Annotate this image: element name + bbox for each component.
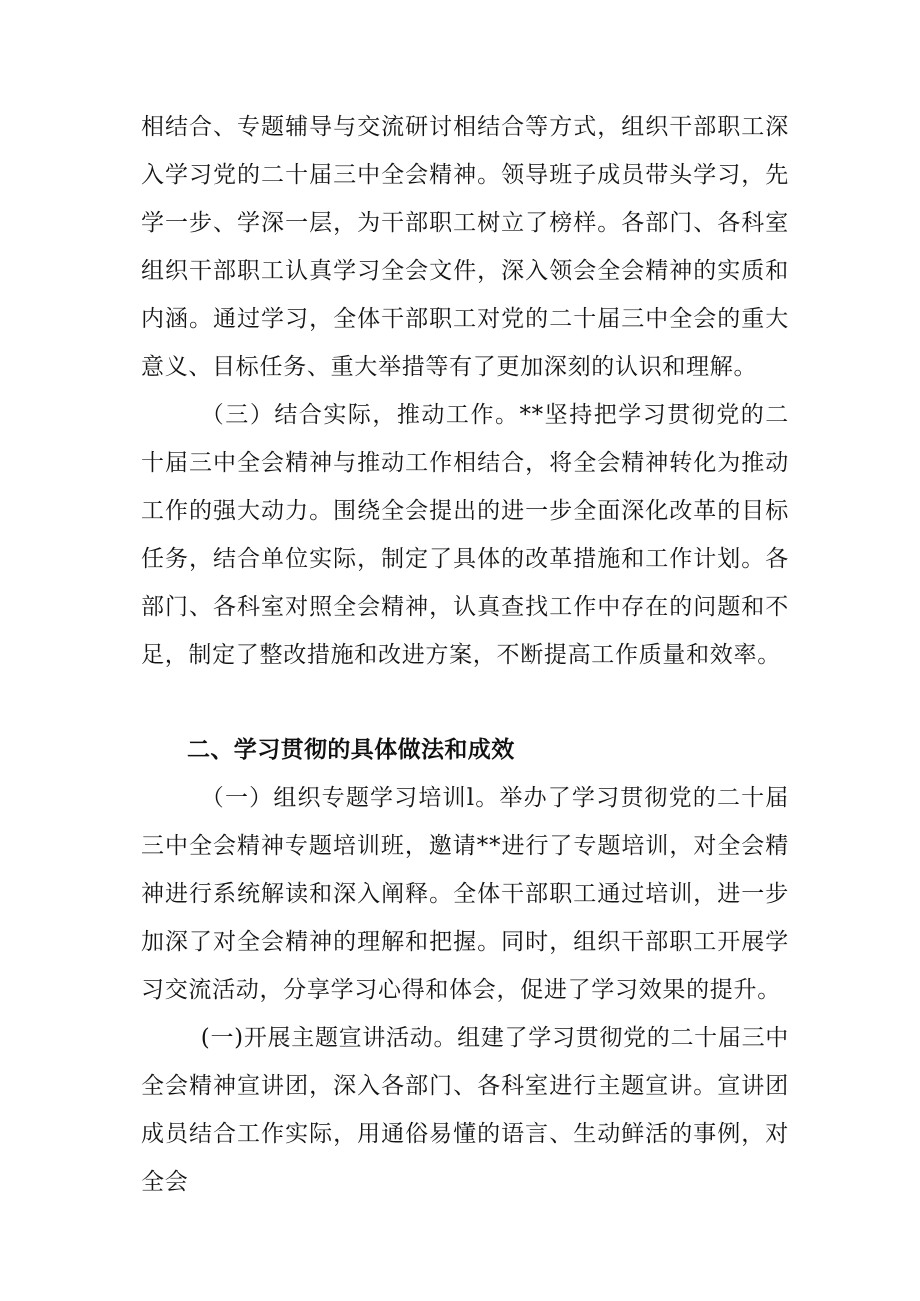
paragraph-continued: 相结合、专题辅导与交流研讨相结合等方式，组织干部职工深入学习党的二十届三中全会精神。领导班子成员带头学习，先学一步、学深一层，为干部职工树立了榜样。各部门、各科室组织干部职工认真学习全会文件，深入领会全会精神的实质和内涵。通过学习，全体干部职工对党的二十届三中全会的重大意义、目标任务、重大举措等有了更加深刻的认识和理解。 bbox=[141, 114, 789, 380]
paragraph-training: （一）组织专题学习培训l。举办了学习贯彻党的二十届三中全会精神专题培训班，邀请**进行了专题培训，对全会精神进行系统解读和深入阐释。全体干部职工通过培训，进一步加深了对全会精神的理解和把握。同时，组织干部职工开展学习交流活动，分享学习心得和体会，促进了学习效果的提升。 bbox=[141, 785, 789, 1003]
section-heading: 二、学习贯彻的具体做法和成效 bbox=[187, 737, 515, 763]
document-body bbox=[141, 103, 789, 1206]
paragraph-lecture: (一)开展主题宣讲活动。组建了学习贯彻党的二十届三中全会精神宣讲团，深入各部门、各科室进行主题宣讲。宣讲团成员结合工作实际，用通俗易懂的语言、生动鲜活的事例，对全会 bbox=[141, 1025, 789, 1195]
paragraph-section-three: （三）结合实际，推动工作。**坚持把学习贯彻党的二十届三中全会精神与推动工作相结合，将全会精神转化为推动工作的强大动力。围绕全会提出的进一步全面深化改革的目标任务，结合单位实际，制定了具体的改革措施和工作计划。各部门、各科室对照全会精神，认真查找工作中存在的问题和不足，制定了整改措施和改进方案，不断提高工作质量和效率。 bbox=[141, 402, 789, 668]
